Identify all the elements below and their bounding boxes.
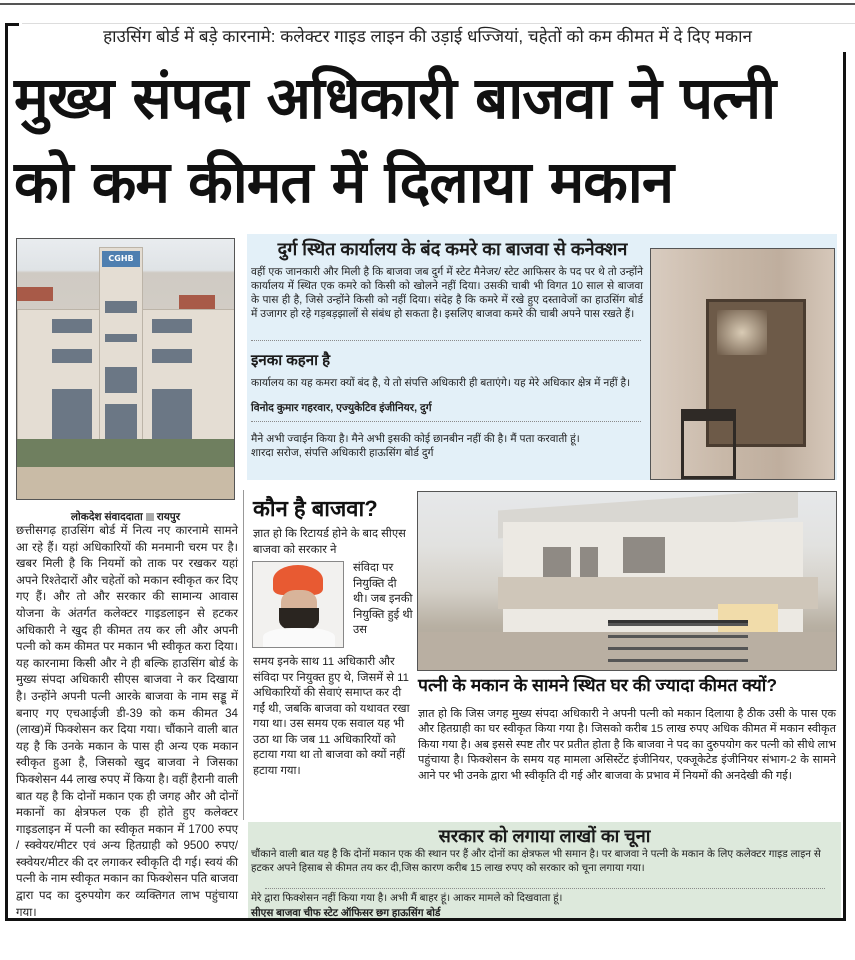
- quote-property-officer-text: मैने अभी ज्वाईन किया है। मैने अभी इसकी कोई छानबीन नहीं की है। मैं पता करवाती हूं।: [251, 433, 580, 445]
- kaun-hai-bajwa-heading: कौन है बाजवा?: [253, 496, 378, 521]
- main-headline-line-1: मुख्य संपदा अधिकारी बाजवा ने पत्नी: [14, 64, 776, 132]
- dotted-divider: [265, 888, 825, 889]
- cghb-building-photo: [16, 238, 235, 500]
- window: [52, 349, 92, 363]
- dotted-divider: [251, 340, 641, 341]
- frame-top-rule: [22, 23, 855, 24]
- window: [105, 301, 137, 313]
- bajwa-portrait-photo: [252, 561, 344, 648]
- kaun-hai-bajwa-side-text: संविदा पर नियुक्ति दी थी। जब इनकी नियुक्ति हुई थी उस: [353, 562, 413, 636]
- chair: [681, 409, 736, 479]
- bajwa-quote-attribution: सीएस बाजवा चीफ स्टेट ऑफिसर छग हाऊसिंग बोर्ड: [251, 908, 441, 919]
- byline-city: रायपुर: [156, 511, 181, 523]
- kaun-hai-bajwa-body: समय इनके साथ 11 अधिकारी और संविदा पर नियुक्त हुए थे, जिसमें से 11 अधिकारियों की सेवाएं समाप्त कर दी गईं थी, जबकि बाजवा को यथावत रखा गया था। उस समय एक सवाल यह भी उठा था कि जब 11 अधिकारियों को हटाया गया था तो बाजवा को क्यों नहीं हटाया गया।: [253, 656, 410, 777]
- house-photo: [417, 491, 837, 671]
- cghb-logo: CGHB: [102, 251, 140, 267]
- frame-left-border: [5, 23, 8, 921]
- bajwa-quote: मेरे द्वारा फिक्शेसन नहीं किया गया है। अभी मैं बाहर हूं। आकर मामले को दिखवाता हूं।: [251, 893, 563, 904]
- window: [52, 389, 92, 444]
- hedge: [17, 439, 235, 467]
- window: [105, 367, 137, 393]
- window: [580, 547, 598, 577]
- durg-box-title: दुर्ग स्थित कार्यालय के बंद कमरे का बाजवा से कनेक्शन: [277, 239, 628, 259]
- window: [105, 404, 137, 444]
- durg-box-body: वहीं एक जानकारी और मिली है कि बाजवा जब दुर्ग में स्टेट मैनेजर/ स्टेट आफिसर के पद पर थे तो उन्होंने कार्यालय में स्थित एक कमरे को किसी को खोलने नहीं दिया। उसकी चाबी भी विगत 10 साल से बाजवा के पास ही है, जिसे उन्होंने किसी को नहीं दिया। संदेह है कि कमरे में रखे हुए दस्तावेजों का हाउसिंग बोर्ड में उजागर हो रहे गड़बड़झालों से संबंध हो सकता है। इसलिए बाजवा कमरे की चाबी अपने पास रखते हैं।: [251, 266, 643, 320]
- quote-engineer: कार्यालय का यह कमरा क्यों बंद है, ये तो संपत्ति अधिकारी ही बताएंगे। यह मेरे अधिकार क्षेत्र में नहीं है।: [251, 377, 631, 389]
- quote-engineer-attribution: विनोद कुमार गहरवार, एज्युकेटिव इंजीनियर, दुर्ग: [251, 402, 432, 414]
- patni-house-body: ज्ञात हो कि जिस जगह मुख्य संपदा अधिकारी ने अपनी पत्नी को मकान दिलाया है ठीक उसी के पास एक और हितग्राही का घर स्वीकृत किया गया है। जिसको करीब 15 लाख रुपए अधिक कीमत में मकान स्वीकृत किया गया है। अब इससे स्पष्ट तौर पर प्रतीत होता है कि बाजवा ने पद का दुरुपयोग कर पत्नी को सीधे लाभ पहुंचाया है। फिक्शेसन के समय यह मामला असिस्टेंट इंजीनियर, एक्जूकेटेड इंजीनियर संभाग-2 के सामने आने पर भी उनके द्वारा भी स्वीकृति दी गई और बाजवा के प्रभाव में नियमों की अनदेखी की गई।: [418, 708, 836, 782]
- shirt: [263, 628, 335, 648]
- door-glare: [717, 310, 767, 355]
- window: [543, 547, 571, 577]
- gate: [608, 620, 748, 671]
- kicker-headline: हाउसिंग बोर्ड में बड़े कारनामे: कलेक्टर गाइड लाइन की उड़ाई धज्जियां, चहेतों को कम कीमत में दे दिए मकान: [103, 27, 752, 46]
- sarkar-chuna-body: चौंकाने वाली बात यह है कि दोनों मकान एक की स्थान पर हैं और दोनों का क्षेत्रफल भी समान है। पर बाजवा ने पत्नी के मकान के लिए कलेक्टर गाइड लाइन से हटकर अपने हिसाब से कीमत तय कर दी,जिस कारण करीब 15 लाख रुपए को सरकार को चूना लगाया गया।: [251, 849, 821, 874]
- frame-right-border: [843, 52, 846, 920]
- byline-separator-icon: [146, 513, 154, 521]
- ground: [17, 467, 235, 500]
- byline-reporter: लोकदेश संवाददाता: [70, 511, 143, 523]
- window: [152, 319, 192, 333]
- top-rule: [0, 3, 855, 5]
- window: [52, 319, 92, 333]
- quote-property-officer: [251, 432, 643, 460]
- window: [105, 334, 137, 342]
- column-rule: [243, 490, 244, 820]
- building-sign-left: [17, 287, 53, 301]
- window: [152, 349, 192, 363]
- quote-property-officer-attribution: शारदा सरोज, संपत्ति अधिकारी हाऊसिंग बोर्ड दुर्ग: [251, 447, 434, 459]
- dotted-divider: [251, 421, 641, 422]
- inka-kehna-hai-heading: इनका कहना है: [251, 352, 331, 369]
- sarkar-chuna-heading: सरकार को लगाया लाखों का चूना: [438, 826, 651, 846]
- kaun-hai-bajwa-intro: ज्ञात हो कि रिटायर्ड होने के बाद सीएस बाजवा को सरकार ने: [253, 528, 406, 556]
- window: [623, 537, 665, 573]
- main-story-body: छत्तीसगढ़ हाउसिंग बोर्ड में नित्य नए कारनामे सामने आ रहे हैं। यहां अधिकारियों की मनमानी चरम पर है। खबर मिली है कि नियमों को ताक पर रखकर यहां अपने रिश्तेदारों और चहेतों को मकान स्वीकृत कर दिए गए हैं। और तो और सरकार की सामान्य आवास योजना के अंतर्गत कलेक्टर गाइडलाइन से हटकर अधिकारी ने खुद ही कीमत तय कर ली और अपनी पत्नी को कम कीमत पर मकान भी स्वीकृत करा दिया। यह कारनामा किसी और ने ही बल्कि हाउसिंग बोर्ड के मुख्य संपदा अधिकारी सीएस बाजवा ने कर दिखाया है। उन्होंने अपनी पत्नी आरके बाजवा के नाम सड्डू में बनाए गए एचआईजी डी-39 को कम कीमत 34 (लाख)में फिक्शेसन कर दिया गया। चौंकाने वाली बात यह है कि उनके मकान के पास ही अन्य एक मकान स्वीकृत हुआ है, जिसको खुद बाजवा ने जिसका फिक्शेसन 44 लाख रुपए में किया है। वहीं हैरानी वाली बात यह है कि दोनों मकान एक ही जगह और औ दोनों मकानों का क्षेत्रफल एक ही होते हुए कलेक्टर गाइडलाइन में पत्नी का स्वीकृत मकान में 1700 रुपए / स्क्वेयर/मीटर एवं अन्य हितग्राही को 9500 रुपए/ स्क्वेयर/मीटर की दर लगाकर स्वीकृति दी गई। स्वयं की पत्नी के नाम स्वीकृत मकान का फिक्शेसन पति बाजवा द्वारा पद का दुरुपयोग कर व्यक्तिगत लाभ पहुंचाया गया।: [16, 524, 239, 919]
- window: [152, 389, 192, 444]
- main-headline-line-2: को कम कीमत में दिलाया मकान: [14, 148, 674, 216]
- building-sign-right: [179, 295, 215, 309]
- closed-room-photo: [650, 248, 835, 480]
- patni-house-heading: पत्नी के मकान के सामने स्थित घर की ज्यादा कीमत क्यों?: [418, 675, 778, 695]
- frame-corner: [5, 23, 19, 26]
- byline: [16, 510, 235, 524]
